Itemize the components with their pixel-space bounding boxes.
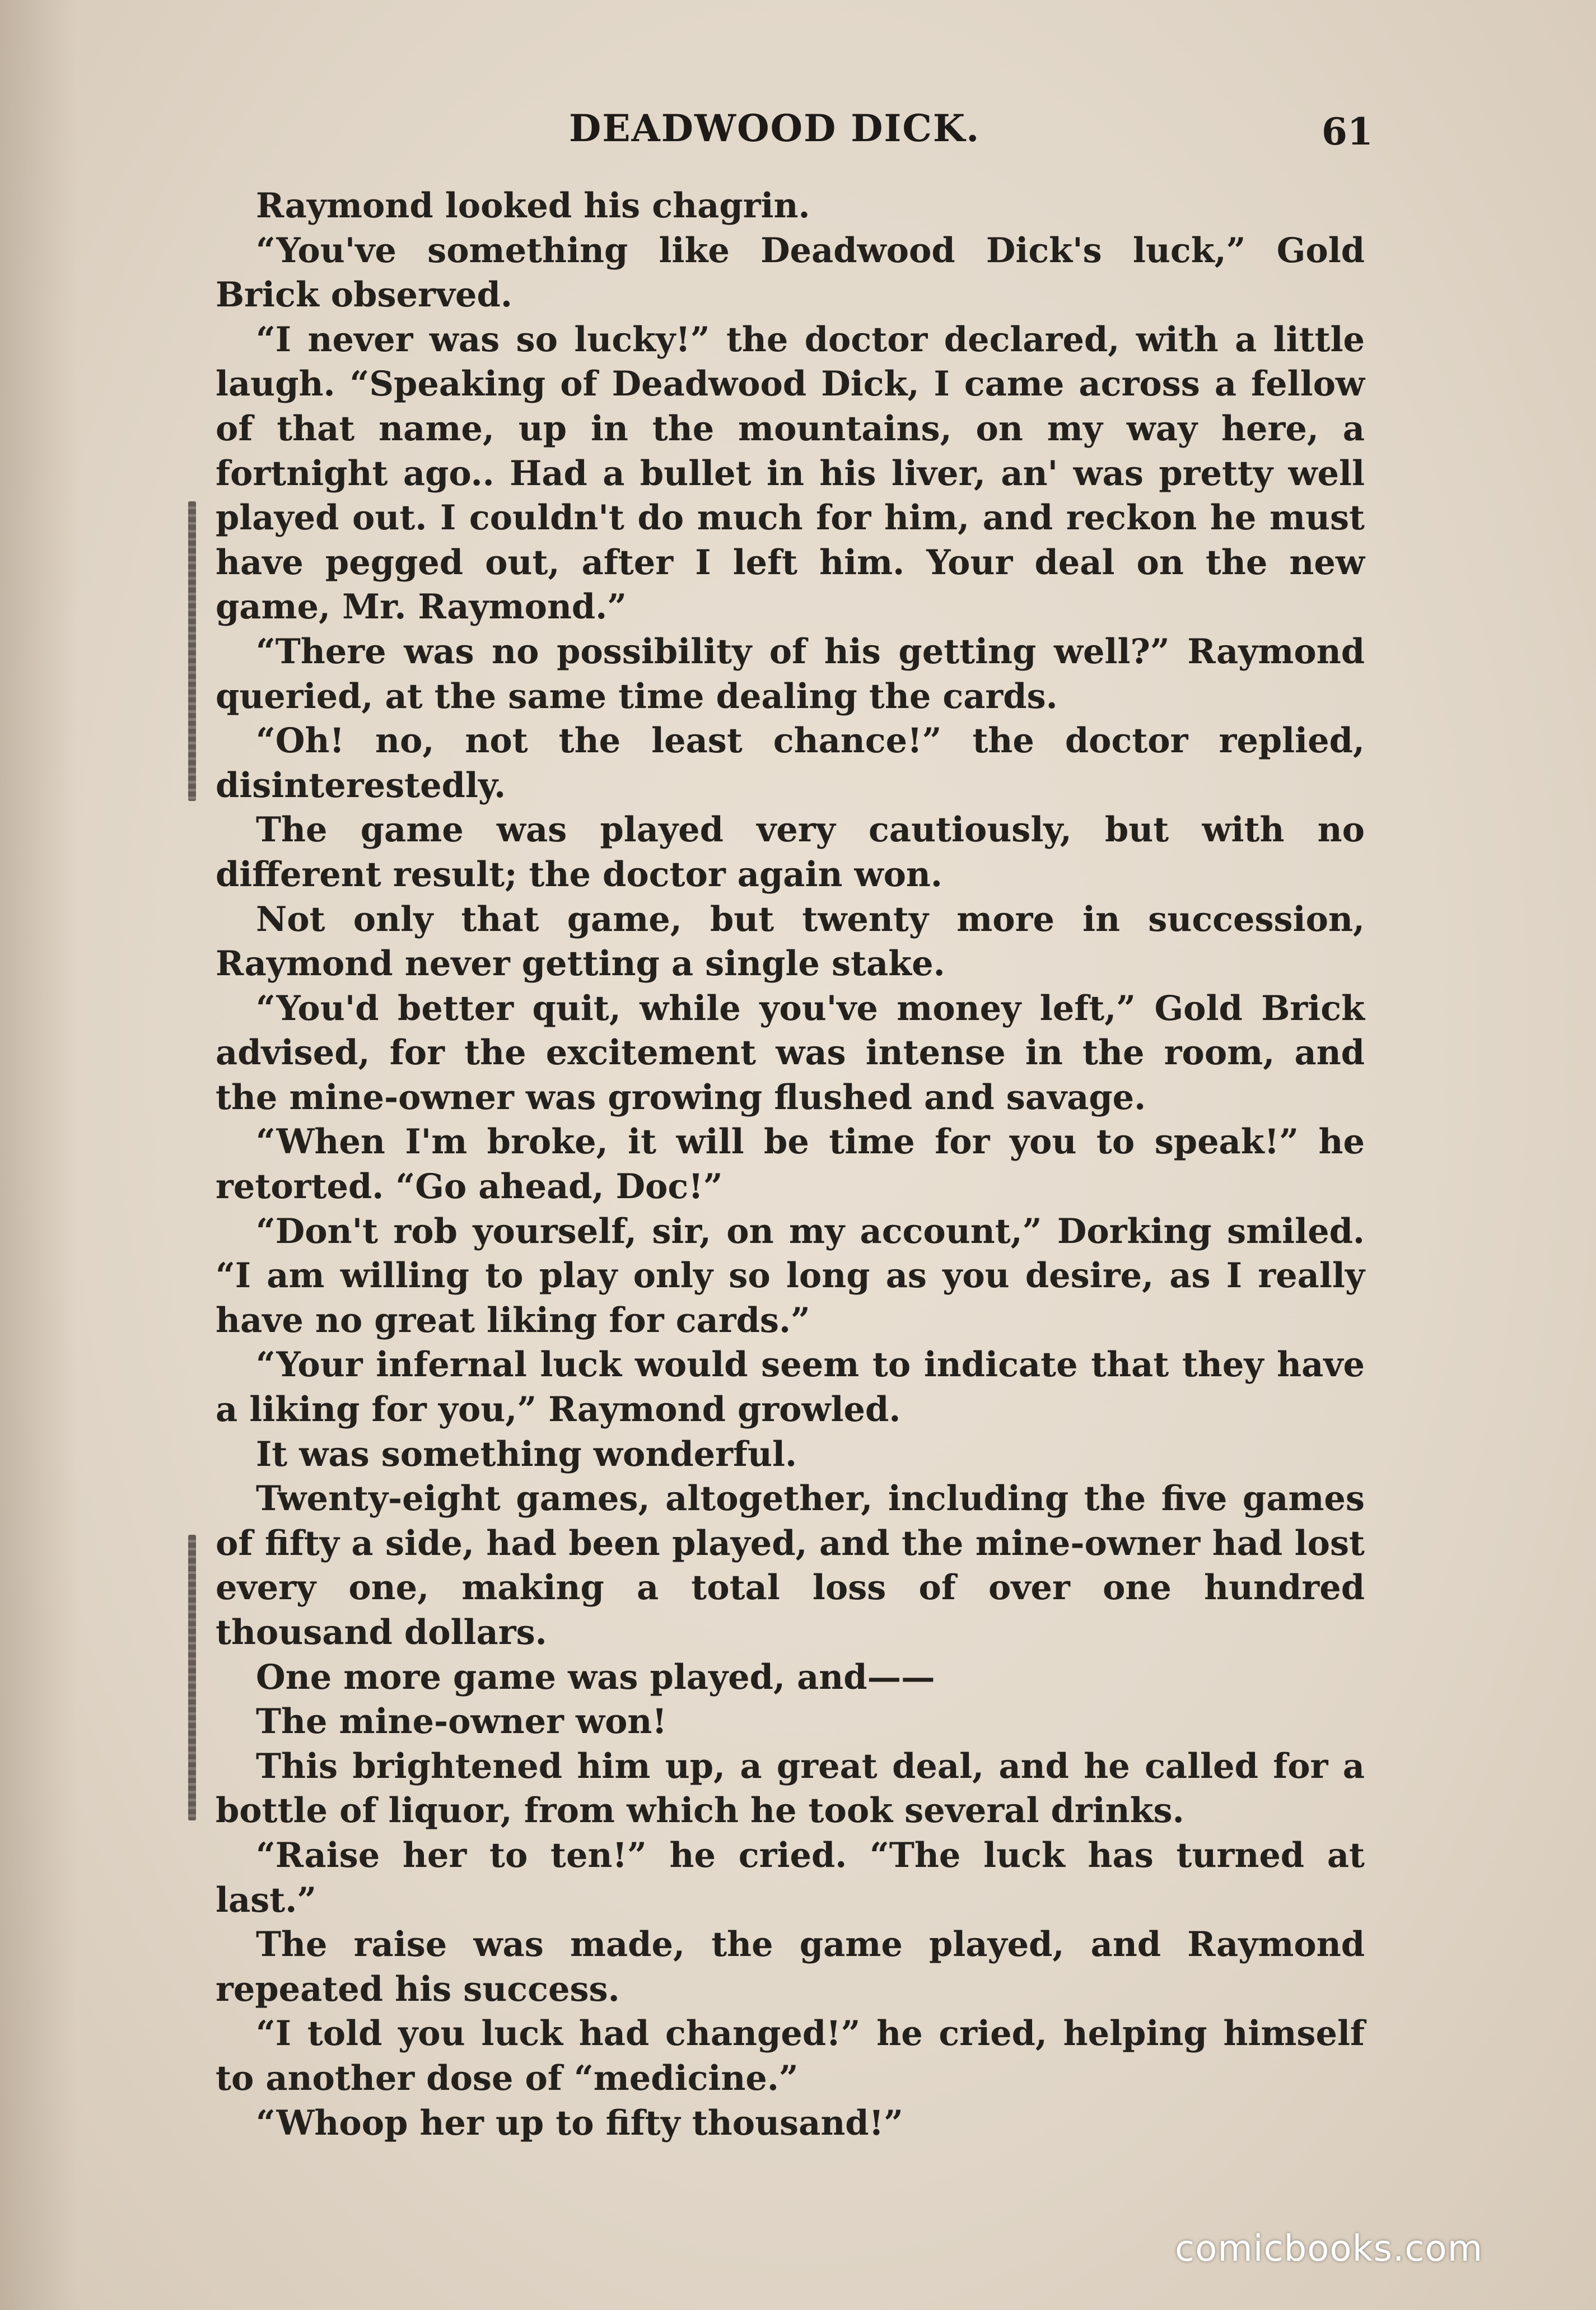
paragraph: Twenty-eight games, altogether, including the five games of fifty a side, had been played, and the mine-owner had lost every one, making a total loss of over one hundred thousand dollars. — [216, 1479, 1365, 1652]
paragraph: “You've something like Deadwood Dick's luck,” Gold Brick observed. — [216, 230, 1365, 315]
paragraph: The raise was made, the game played, and Raymond repeated his success. — [216, 1925, 1365, 2009]
paragraph: It was something wonderful. — [256, 1434, 797, 1474]
paragraph: “Raise her to ten!” he cried. “The luck has turned at last.” — [216, 1835, 1365, 1920]
body-text — [216, 184, 1365, 2145]
paragraph: “Your infernal luck would seem to indicate that they have a liking for you,” Raymond growled. — [216, 1345, 1365, 1430]
watermark: comicbooks.com — [1175, 2228, 1483, 2270]
paragraph: “I never was so lucky!” the doctor declared, with a little laugh. “Speaking of Deadwood Dick, I came across a fellow of that name, up in the mountains, on my way here, a fortnight ago.. Had a bullet in his liver, an' was pretty well played out. I couldn't do much for him, and reckon he must have pegged out, after I left him. Your deal on the new game, Mr. Raymond.” — [216, 319, 1365, 627]
paragraph: Raymond looked his chagrin. — [256, 186, 810, 226]
page-number: 61 — [1322, 110, 1373, 153]
paragraph: The game was played very cautiously, but with no different result; the doctor again won. — [216, 810, 1365, 895]
paragraph: “There was no possibility of his getting well?” Raymond queried, at the same time dealing the cards. — [216, 631, 1365, 716]
paragraph: “Oh! no, not the least chance!” the doctor replied, disinterestedly. — [216, 721, 1365, 805]
paragraph: Not only that game, but twenty more in succession, Raymond never getting a single stake. — [216, 899, 1365, 984]
paragraph: One more game was played, and—— — [256, 1657, 935, 1697]
paragraph: “Whoop her up to fifty thousand!” — [256, 2103, 903, 2143]
margin-mark — [188, 501, 196, 801]
page-edge-shadow — [0, 0, 78, 2310]
running-title: DEADWOOD DICK. — [569, 106, 981, 150]
paragraph: “When I'm broke, it will be time for you to speak!” he retorted. “Go ahead, Doc!” — [216, 1122, 1365, 1207]
margin-mark — [188, 1535, 196, 1820]
paragraph: This brightened him up, a great deal, and he called for a bottle of liquor, from which he took several drinks. — [216, 1746, 1365, 1831]
paragraph: “I told you luck had changed!” he cried, helping himself to another dose of “medicine.” — [216, 2014, 1365, 2098]
paragraph: “You'd better quit, while you've money left,” Gold Brick advised, for the excitement was intense in the room, and the mine-owner was growing flushed and savage. — [216, 988, 1365, 1117]
paragraph: “Don't rob yourself, sir, on my account,” Dorking smiled. “I am willing to play only so long as you desire, as I really have no great liking for cards.” — [216, 1211, 1365, 1340]
paragraph: The mine-owner won! — [256, 1702, 667, 1742]
